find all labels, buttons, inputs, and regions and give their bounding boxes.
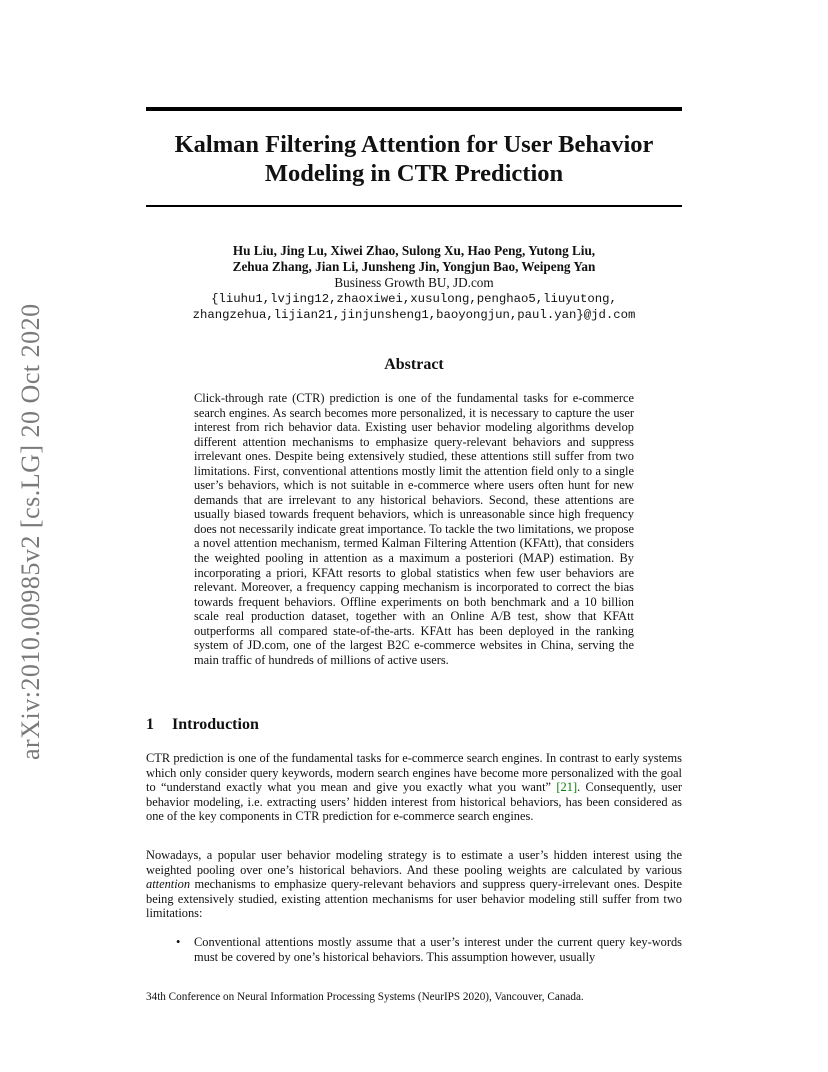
author-block [146,243,682,323]
p2-text-a: Nowadays, a popular user behavior modeling strategy is to estimate a user’s hidden interest using the weighted pooling over one’s historical behaviors. And these pooling weights are calculated by various [146,848,682,877]
conference-footer: 34th Conference on Neural Information Processing Systems (NeurIPS 2020), Vancouver, Canada. [146,991,584,1003]
abstract-text: Click-through rate (CTR) prediction is one of the fundamental tasks for e-commerce search engines. As search becomes more personalized, it is necessary to capture the user interest from rich behavior data. Existing user behavior modeling algorithms develop different attention mechanisms to emphasize query-relevant behaviors and suppress irrelevant ones. Despite being extensively studied, these attentions still suffer from two limitations. First, conventional attentions mostly limit the attention field only to a single user’s behaviors, which is not suitable in e-commerce where users often hunt for new demands that are irrelevant to any historical behaviors. Second, these attentions are usually biased towards frequent behaviors, which is unreasonable since high frequency does not necessarily indicate great importance. To tackle the two limitations, we propose a novel attention mechanism, termed Kalman Filtering Attention (KFAtt), that considers the weighted pooling in attention as a maximum a posteriori (MAP) estimation. By incorporating a priori, KFAtt resorts to global statistics when few user behaviors are relevant. Moreover, a frequency capping mechanism is incorporated to correct the bias towards frequent behaviors. Offline experiments on both benchmark and a 10 billion scale real production dataset, together with an Online A/B test, show that KFAtt outperforms all compared state-of-the-arts. KFAtt has been deployed in the ranking system of JD.com, one of the largest B2C e-commerce websites in China, serving the main traffic of hundreds of millions of active users. [194,391,634,667]
bullet-item-1: Conventional attentions mostly assume that a user’s interest under the current query key-words must be covered by one’s historical behaviors. This assumption however, usually [194,935,682,964]
bullet-icon: • [176,935,181,949]
email-line-2: zhangzehua,lijian21,jinjunsheng1,baoyongjun,paul.yan}@jd.com [192,308,636,322]
title-line-1: Kalman Filtering Attention for User Behavior [174,131,654,158]
affiliation: Business Growth BU, JD.com [334,275,494,290]
citation-link[interactable]: [21] [556,780,578,795]
email-line-1: {liuhu1,lvjing12,zhaoxiwei,xusulong,penghao5,liuyutong, [211,292,617,306]
p1-text-a: CTR prediction is one of the fundamental tasks for e-commerce search engines. In contrast to early systems which only consider query keywords, modern search engines have become more personalized with the goal to “understand exactly what you mean and give you exactly what you want” [146,751,682,795]
p1-text-b: . Consequently, user behavior modeling, i.e. extracting users’ hidden interest from historical behaviors, has been considered as one of the key components in CTR prediction for e-commerce search engines. [146,780,682,824]
title-bottom-rule [146,205,682,207]
section-number: 1 [146,716,154,733]
section-title: Introduction [172,716,259,733]
intro-paragraph-2 [146,848,682,921]
p2-emphasis: attention [146,877,191,892]
author-names-line-2: Zehua Zhang, Jian Li, Junsheng Jin, Yongjun Bao, Weipeng Yan [232,259,596,274]
intro-paragraph-1 [146,751,682,824]
paper-title [146,130,682,188]
title-line-2: Modeling in CTR Prediction [264,160,564,187]
p2-text-b: mechanisms to emphasize query-relevant behaviors and suppress query-irrelevant ones. Despite being extensively studied, existing attention mechanisms for user behavior modeling still suffer from two limitations: [146,877,682,921]
title-top-rule [146,107,682,111]
author-names-line-1: Hu Liu, Jing Lu, Xiwei Zhao, Sulong Xu, Hao Peng, Yutong Liu, [232,243,596,258]
abstract-heading: Abstract [384,356,444,373]
arxiv-stamp: arXiv:2010.00985v2 [cs.LG] 20 Oct 2020 [16,303,45,760]
section-heading [146,716,259,734]
